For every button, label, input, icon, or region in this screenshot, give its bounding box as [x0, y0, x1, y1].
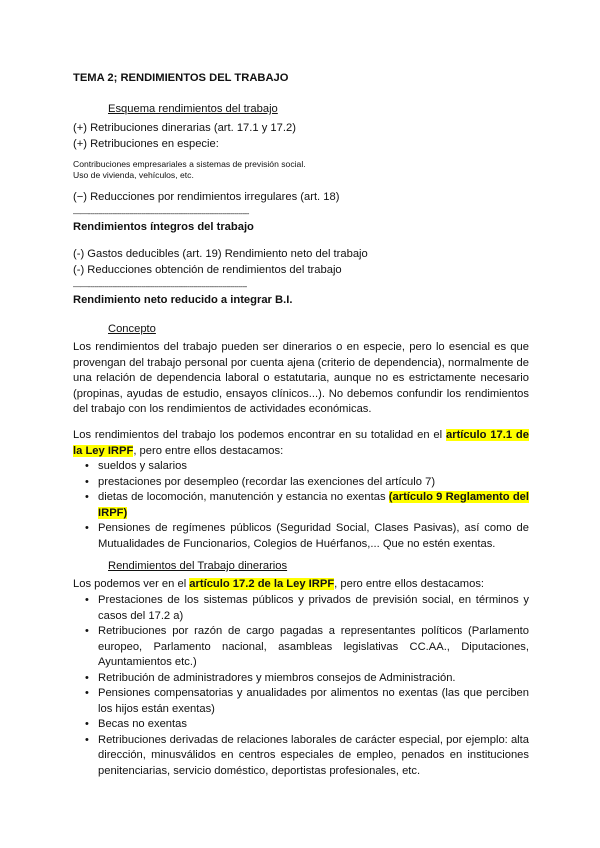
dinerarios-heading: Rendimientos del Trabajo dinerarios [108, 560, 288, 572]
item-text: dietas de locomoción, manutención y estancia no exentas [98, 491, 389, 503]
esquema-line: (+) Retribuciones en especie: [73, 138, 219, 150]
intro-text: Los podemos ver en el [73, 578, 190, 590]
dinerarios-list [73, 593, 529, 779]
list-item: • sueldos y salarios [73, 459, 529, 475]
list-item: • Retribuciones por razón de cargo pagadas a representantes políticos (Parlamento europeo, Parlamento nacional, asambleas legislativas CC.AA., Diputaciones, Ayuntamientos etc.) [73, 624, 529, 671]
law-reference-highlight: artículo 17.1 de la Ley IRPF [73, 429, 529, 457]
intro-text: , pero entre ellos destacamos: [334, 578, 485, 590]
list-item: • Prestaciones de los sistemas públicos y privados de previsión social, en términos y casos del 17.2 a) [73, 593, 529, 624]
page-title: TEMA 2; RENDIMIENTOS DEL TRABAJO [73, 72, 289, 84]
intro-text: , pero entre ellos destacamos: [133, 444, 284, 457]
totalidad-intro [73, 428, 529, 459]
esquema-line: (−) Reducciones por rendimientos irregulares (art. 18) [73, 191, 340, 203]
separator-rule: ——------------------------------------------------------------------------------ [73, 209, 249, 218]
esquema-heading: Esquema rendimientos del trabajo [108, 103, 278, 115]
subtotal-label: Rendimiento neto reducido a integrar B.I. [73, 294, 293, 306]
law-reference-highlight: artículo 17.2 de la Ley IRPF [189, 578, 335, 590]
esquema-line: (+) Retribuciones dinerarias (art. 17.1 y 17.2) [73, 122, 296, 134]
law-reference-highlight: (artículo 9 Reglamento del IRPF) [98, 491, 529, 519]
intro-text: Los rendimientos del trabajo los podemos encontrar en su totalidad en el [73, 429, 446, 441]
list-item: • Pensiones de regímenes públicos (Seguridad Social, Clases Pasivas), así como de Mutualidades de Funcionarios, Colegios de Huérfanos,... Que no estén exentas. [73, 521, 529, 552]
separator-rule: ——----------------------------------------------------------------------------- [73, 282, 247, 291]
totalidad-list [73, 459, 529, 552]
concepto-heading: Concepto [108, 323, 156, 335]
subtotal-label: Rendimientos íntegros del trabajo [73, 221, 254, 233]
esquema-line: (-) Reducciones obtención de rendimientos del trabajo [73, 264, 342, 276]
concepto-paragraph: Los rendimientos del trabajo pueden ser dinerarios o en especie, pero lo esencial es que provengan del trabajo personal por cuenta ajena (criterio de dependencia), normalmente de una relación de dependencia laboral o estatutaria, aunque no es estrictamente necesario (propinas, ayudas de estudio, ensayos clínicos...). No debemos confundir los rendimientos del trabajo con los rendimientos de actividades económicas. [73, 341, 529, 415]
esquema-line: (-) Gastos deducibles (art. 19) Rendimiento neto del trabajo [73, 248, 368, 260]
dinerarios-intro [73, 577, 529, 593]
list-item: • Retribución de administradores y miembros consejos de Administración. [73, 671, 529, 687]
list-item: • prestaciones por desempleo (recordar las exenciones del artículo 7) [73, 475, 529, 491]
list-item [73, 490, 529, 521]
list-item: • Becas no exentas [73, 717, 529, 733]
list-item: • Retribuciones derivadas de relaciones laborales de carácter especial, por ejemplo: alta dirección, minusválidos en centros especiales de empleo, penados en instituciones penitenciarias, servicio doméstico, deportistas profesionales, etc. [73, 733, 529, 780]
esquema-note: Contribuciones empresariales a sistemas de previsión social. [73, 159, 306, 169]
list-item: • Pensiones compensatorias y anualidades por alimentos no exentas (las que perciben los hijos están exentas) [73, 686, 529, 717]
esquema-note: Uso de vivienda, vehículos, etc. [73, 170, 194, 180]
